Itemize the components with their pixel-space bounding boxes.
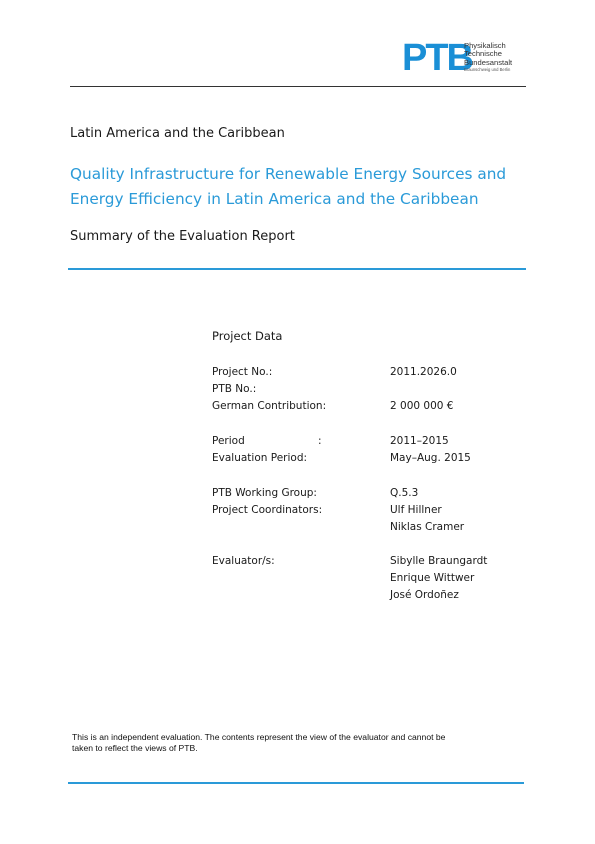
logo-line-3: Bundesanstalt [464, 57, 513, 67]
evaluation-period-value: May–Aug. 2015 [390, 452, 471, 464]
evaluator-name: José Ordoñez [390, 589, 459, 601]
report-title-line-1: Quality Infrastructure for Renewable Energy Sources and [70, 165, 507, 183]
disclaimer-line-2: taken to reflect the views of PTB. [72, 743, 198, 753]
footer-divider [68, 782, 524, 784]
ptb-no-label: PTB No.: [212, 383, 257, 395]
coordinators-label: Project Coordinators: [212, 504, 323, 516]
ptb-logo-text [464, 42, 512, 73]
period-label: Period [212, 435, 245, 447]
logo-line-4: Braunschweig und Berlin [464, 67, 511, 73]
working-group-label: PTB Working Group: [212, 487, 317, 499]
disclaimer-line-1: This is an independent evaluation. The contents represent the view of the evaluator and cannot be [72, 732, 446, 742]
coordinator-name: Niklas Cramer [390, 521, 465, 533]
evaluator-name: Sibylle Braungardt [390, 555, 488, 567]
report-title-line-2: Energy Efficiency in Latin America and the Caribbean [70, 190, 479, 208]
ptb-logo [402, 38, 528, 82]
report-subtitle: Summary of the Evaluation Report [70, 229, 295, 244]
period-colon: : [318, 435, 322, 447]
evaluation-period-label: Evaluation Period: [212, 452, 308, 464]
period-value: 2011–2015 [390, 435, 449, 447]
german-contribution-label: German Contribution: [212, 400, 327, 412]
region-heading: Latin America and the Caribbean [70, 126, 285, 141]
report-title [70, 162, 540, 212]
ptb-logo-mark: PTB [402, 37, 472, 79]
evaluator-name: Enrique Wittwer [390, 572, 475, 584]
logo-line-1: Physikalisch [464, 41, 506, 50]
coordinator-name: Ulf Hillner [390, 504, 442, 516]
project-no-label: Project No.: [212, 366, 273, 378]
project-no-value: 2011.2026.0 [390, 366, 457, 378]
evaluators-label: Evaluator/s: [212, 555, 275, 567]
project-data-heading: Project Data [212, 329, 283, 343]
disclaimer [72, 732, 522, 754]
title-divider [68, 268, 526, 270]
german-contribution-value: 2 000 000 € [390, 400, 454, 412]
header-divider [70, 86, 526, 87]
logo-line-2: Technische [464, 49, 502, 59]
working-group-value: Q.5.3 [390, 487, 419, 499]
